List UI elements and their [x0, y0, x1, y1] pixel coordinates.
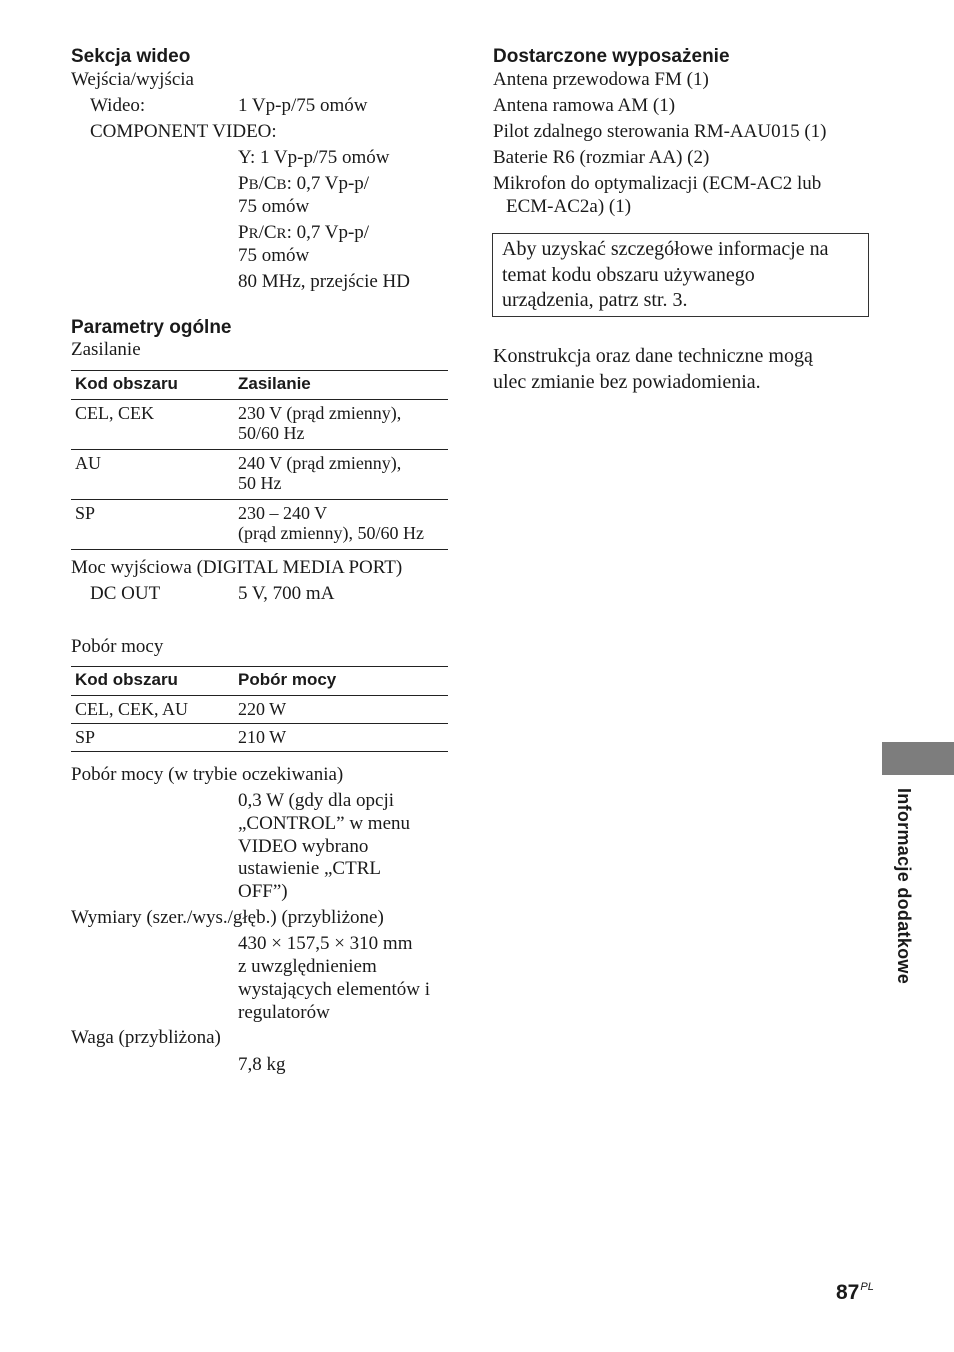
standby-value-line: „CONTROL” w menu	[238, 813, 411, 834]
power-consumption-table	[71, 666, 448, 752]
output-label: Moc wyjściowa (DIGITAL MEDIA PORT)	[71, 557, 403, 578]
note-line: Aby uzyskać szczegółowe informacje na	[502, 238, 829, 260]
table-cell: AU	[75, 453, 101, 473]
supplied-item: Antena ramowa AM (1)	[493, 95, 676, 116]
table-header-cell: Zasilanie	[238, 374, 311, 393]
section-title-general: Parametry ogólne	[71, 317, 232, 338]
table-header-row	[71, 667, 448, 696]
table-cell: 220 W	[238, 699, 287, 719]
supplied-item-continuation: ECM-AC2a) (1)	[506, 196, 632, 217]
section-tab-marker	[882, 742, 954, 775]
page-number	[836, 1281, 874, 1305]
weight-label: Waga (przybliżona)	[71, 1027, 221, 1048]
page-number-value: 87	[836, 1281, 860, 1304]
pr-value-line2: 75 omów	[238, 245, 310, 266]
standby-value-line: ustawienie „CTRL	[238, 858, 381, 879]
supplied-item: Mikrofon do optymalizacji (ECM-AC2 lub	[493, 173, 822, 194]
note-line: temat kodu obszaru używanego	[502, 263, 755, 286]
table-header-row	[71, 371, 448, 400]
table-row	[71, 450, 448, 500]
pb-value-line2: 75 omów	[238, 196, 310, 217]
table-cell: 240 V (prąd zmienny), 50 Hz	[238, 453, 402, 493]
area-code-note-box	[492, 233, 869, 317]
table-cell: 230 V (prąd zmienny), 50/60 Hz	[238, 403, 402, 443]
dc-out-value: 5 V, 700 mA	[238, 583, 335, 604]
power-supply-table	[71, 370, 448, 550]
io-label: Wejścia/wyjścia	[71, 69, 194, 90]
dimensions-value-line: z uwzględnieniem	[238, 956, 377, 977]
weight-value: 7,8 kg	[238, 1054, 286, 1075]
hd-value: 80 MHz, przejście HD	[238, 271, 411, 292]
power-supply-label: Zasilanie	[71, 339, 141, 360]
supplied-item: Pilot zdalnego sterowania RM-AAU015 (1)	[493, 121, 827, 142]
component-label: COMPONENT VIDEO:	[90, 121, 277, 142]
dimensions-label: Wymiary (szer./wys./głęb.) (przybliżone)	[71, 907, 384, 928]
table-cell: SP	[75, 503, 96, 523]
section-title-supplied: Dostarczone wyposażenie	[493, 46, 730, 67]
table-cell: CEL, CEK	[75, 403, 154, 423]
standby-value-line: VIDEO wybrano	[238, 836, 369, 857]
dimensions-value-line: wystających elementów i	[238, 979, 431, 1000]
table-cell: 230 – 240 V (prąd zmienny), 50/60 Hz	[238, 503, 424, 543]
video-value: 1 Vp-p/75 omów	[238, 95, 368, 116]
dimensions-value-line: 430 × 157,5 × 310 mm	[238, 933, 413, 954]
pr-value-line1: PR/CR: 0,7 Vp-p/	[238, 222, 370, 243]
video-label: Wideo:	[90, 95, 146, 116]
y-value: Y: 1 Vp-p/75 omów	[238, 147, 390, 168]
disclaimer-line: Konstrukcja oraz dane techniczne mogą	[493, 345, 813, 367]
disclaimer	[493, 344, 813, 395]
note-line: urządzenia, patrz str. 3.	[502, 289, 688, 311]
consumption-label: Pobór mocy	[71, 636, 164, 657]
table-cell: 210 W	[238, 727, 287, 747]
table-cell: SP	[75, 727, 96, 747]
page-language-suffix: PL	[860, 1281, 874, 1293]
pb-value-line1: PB/CB: 0,7 Vp-p/	[238, 173, 370, 194]
table-row	[71, 724, 448, 752]
table-cell: CEL, CEK, AU	[75, 699, 189, 719]
table-row	[71, 400, 448, 450]
table-header-cell: Kod obszaru	[75, 374, 178, 393]
dc-out-label: DC OUT	[90, 583, 161, 604]
supplied-item: Baterie R6 (rozmiar AA) (2)	[493, 147, 710, 168]
table-header-cell: Pobór mocy	[238, 670, 337, 689]
disclaimer-line: ulec zmianie bez powiadomienia.	[493, 370, 761, 393]
section-title-video: Sekcja wideo	[71, 46, 191, 67]
supplied-item: Antena przewodowa FM (1)	[493, 69, 709, 90]
table-row	[71, 696, 448, 724]
standby-value-line: 0,3 W (gdy dla opcji	[238, 790, 395, 811]
dimensions-value-line: regulatorów	[238, 1002, 330, 1023]
table-row	[71, 500, 448, 550]
table-header-cell: Kod obszaru	[75, 670, 178, 689]
standby-value-line: OFF”)	[238, 881, 288, 902]
side-section-label: Informacje dodatkowe	[894, 788, 914, 985]
standby-label: Pobór mocy (w trybie oczekiwania)	[71, 764, 344, 785]
